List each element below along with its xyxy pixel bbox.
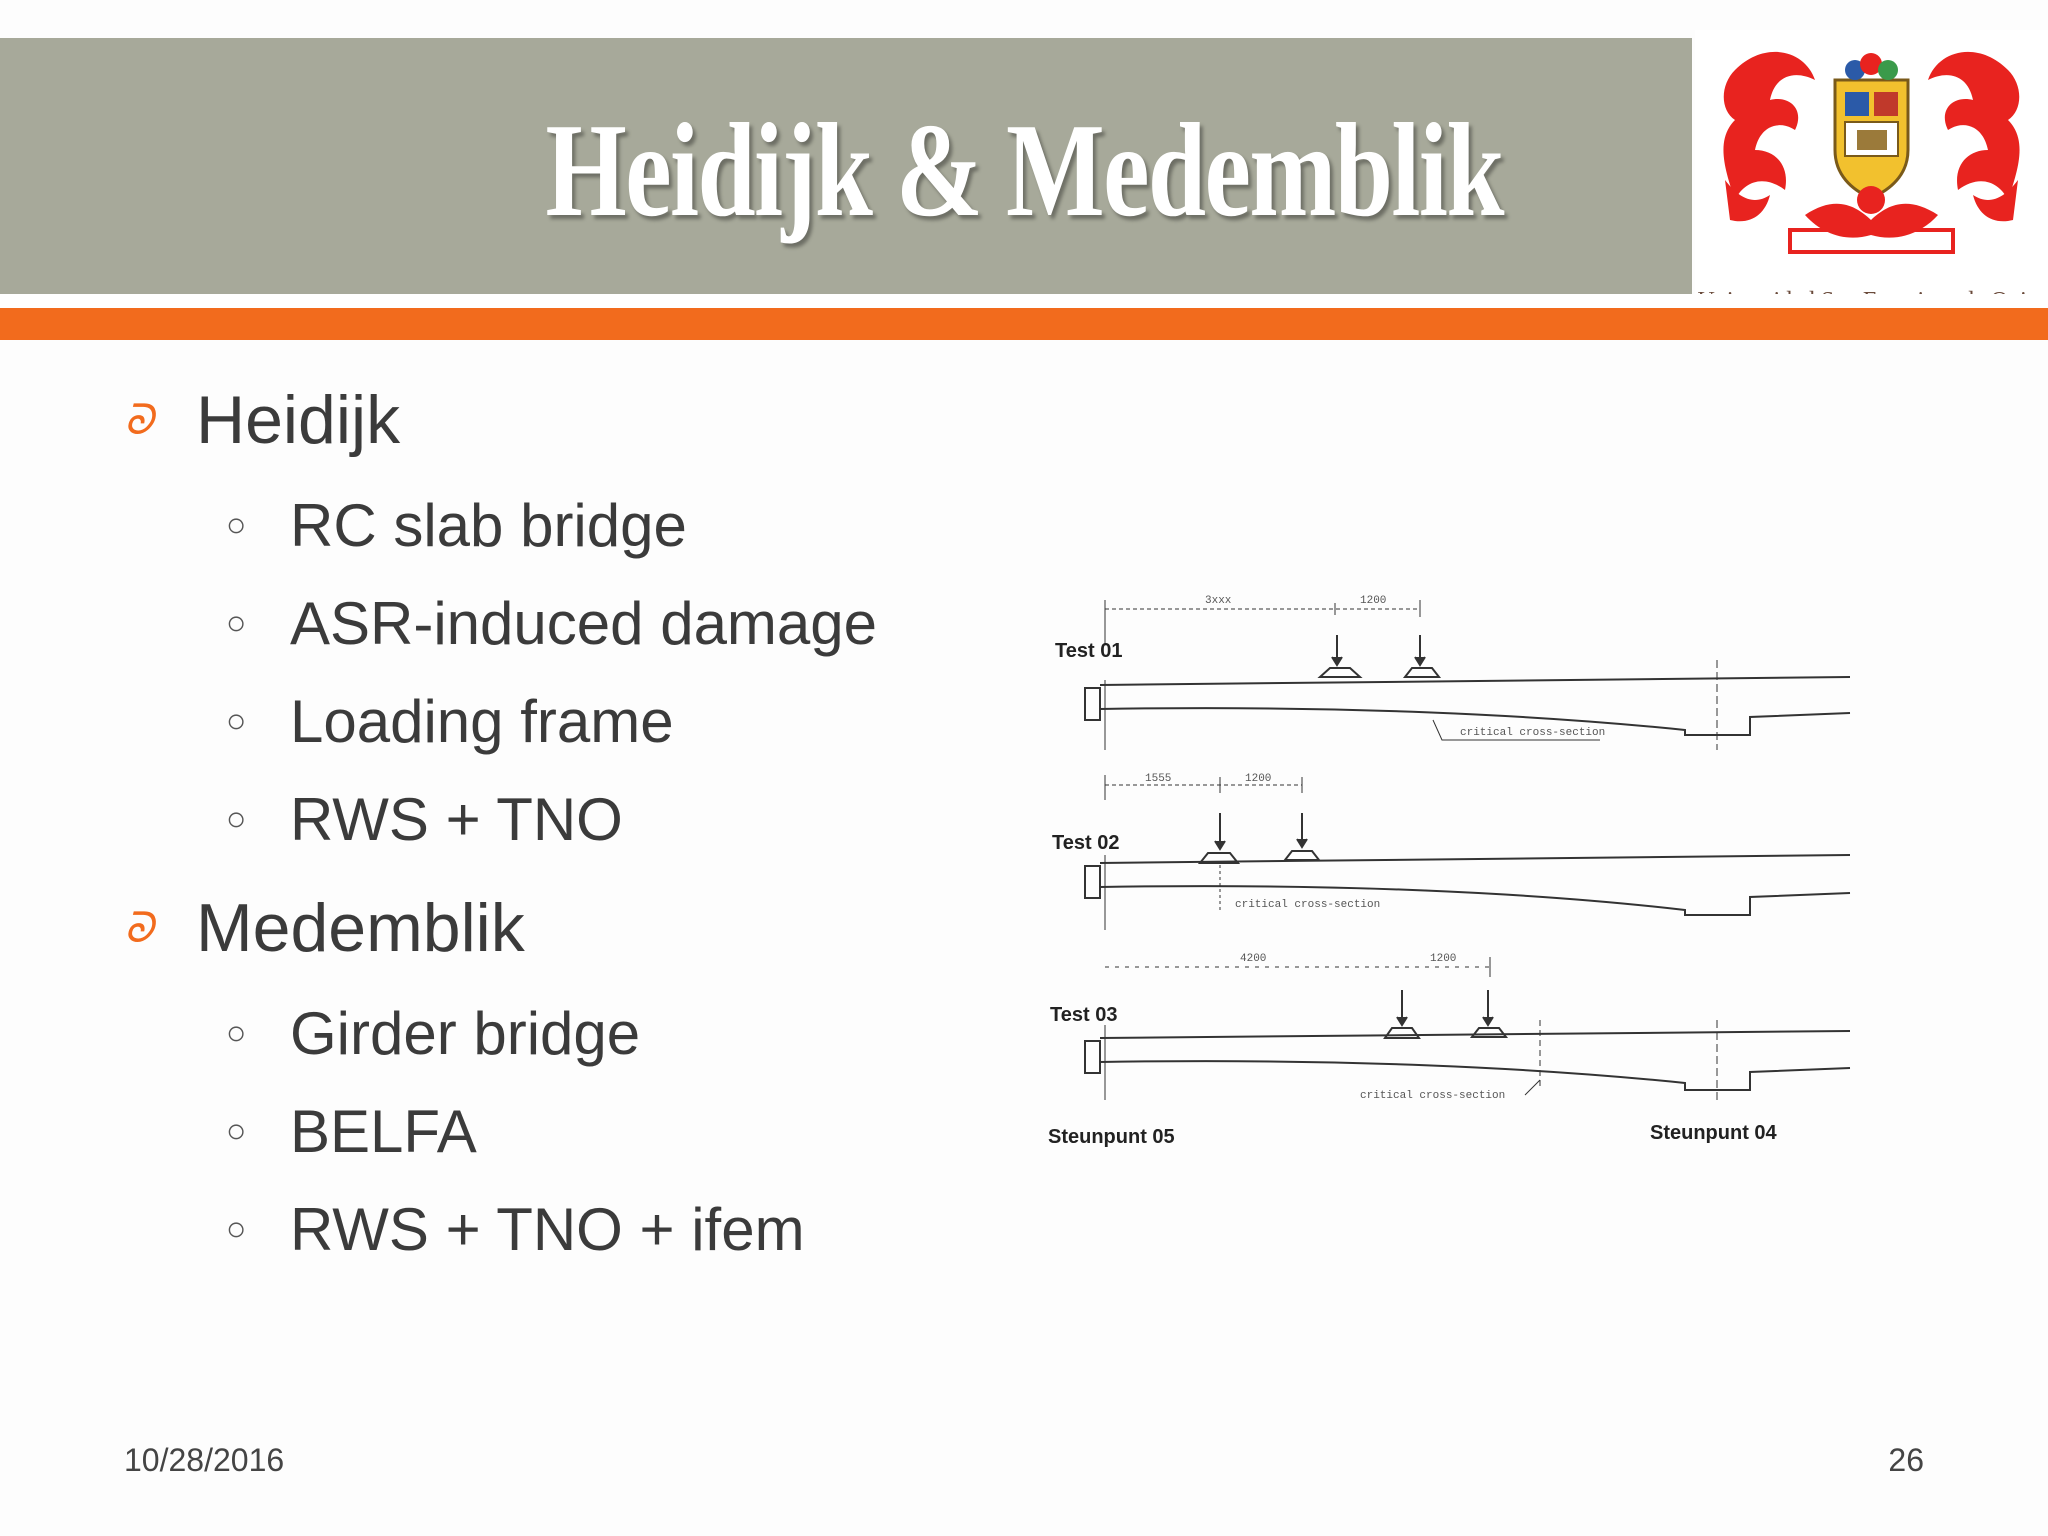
test-02-dim-b: 1200 [1245, 773, 1272, 785]
list-item [124, 888, 525, 968]
bullet-text: ASR-induced damage [290, 589, 878, 657]
bullet-text: Loading frame [290, 687, 674, 755]
divider-gap [0, 294, 2048, 308]
circle-bullet-icon: ○ [226, 505, 247, 544]
test-03-label: Test 03 [1050, 1004, 1118, 1026]
test-02-dim-a: 1555 [1145, 773, 1172, 785]
bullet-heading: Medemblik [196, 890, 525, 966]
bridge-diagram-svg [1040, 585, 1870, 1155]
support-left-label: Steunpunt 05 [1048, 1126, 1175, 1148]
test-01-dim-b: 1200 [1360, 595, 1387, 607]
circle-bullet-icon: ○ [226, 1209, 247, 1248]
test-01-dim-a: 3xxx [1205, 595, 1232, 607]
page-number: 26 [1888, 1442, 1924, 1478]
bridge-test-diagram [1040, 585, 1870, 1155]
list-item [124, 380, 400, 460]
test-02-section-note: critical cross-section [1235, 899, 1381, 911]
bullet-text: RWS + TNO [290, 785, 623, 853]
support-right-label: Steunpunt 04 [1650, 1122, 1777, 1144]
test-03-dim-b: 1200 [1430, 953, 1457, 965]
ornament-bullet-icon: ᘐ [124, 903, 154, 952]
slide-title: Heidijk & Medemblik [545, 96, 1503, 244]
list-item [226, 1194, 805, 1264]
test-02-label: Test 02 [1052, 832, 1120, 854]
test-03-section-note: critical cross-section [1360, 1090, 1506, 1102]
circle-bullet-icon: ○ [226, 799, 247, 838]
bullet-text: Girder bridge [290, 999, 641, 1067]
test-03-dim-a: 4200 [1240, 953, 1267, 965]
bullet-text: RWS + TNO + ifem [290, 1195, 805, 1263]
footer-date: 10/28/2016 [124, 1442, 285, 1478]
circle-bullet-icon: ○ [226, 1013, 247, 1052]
list-item [226, 1096, 477, 1166]
dragon-crest-icon [1695, 30, 2048, 290]
list-item [226, 998, 640, 1068]
circle-bullet-icon: ○ [226, 701, 247, 740]
list-item [226, 686, 674, 756]
bullet-text: BELFA [290, 1097, 477, 1165]
circle-bullet-icon: ○ [226, 1111, 247, 1150]
test-01-section-note: critical cross-section [1460, 727, 1606, 739]
list-item [226, 784, 623, 854]
accent-band [0, 308, 2048, 340]
circle-bullet-icon: ○ [226, 603, 247, 642]
ornament-bullet-icon: ᘐ [124, 395, 154, 444]
bullet-heading: Heidijk [196, 382, 401, 458]
list-item [226, 490, 687, 560]
university-logo [1695, 30, 2048, 302]
bullet-text: RC slab bridge [290, 491, 687, 559]
list-item [226, 588, 877, 658]
test-01-label: Test 01 [1055, 640, 1123, 662]
